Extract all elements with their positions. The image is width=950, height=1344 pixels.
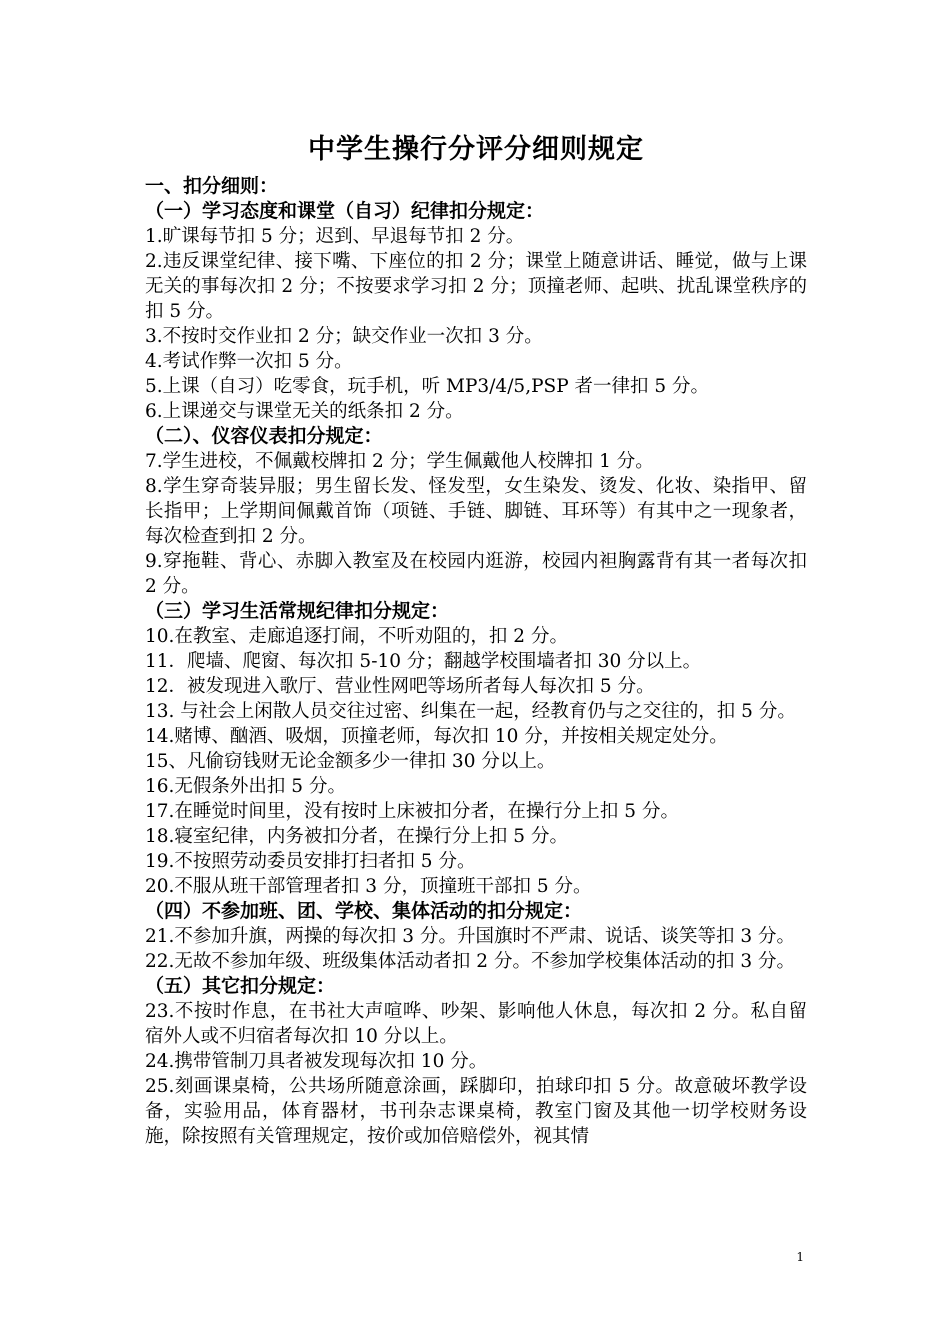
subsection-heading: （五）其它扣分规定：: [145, 975, 336, 997]
rule-item: 15、凡偷窃钱财无论金额多少一律扣 30 分以上。: [145, 751, 556, 772]
subsection-heading: （一）学习态度和课堂（自习）纪律扣分规定：: [145, 200, 545, 222]
rule-item: 22.无故不参加年级、班级集体活动者扣 2 分。不参加学校集体活动的扣 3 分。: [145, 951, 795, 972]
rule-item: 1.旷课每节扣 5 分；迟到、早退每节扣 2 分。: [145, 226, 525, 247]
subsection-heading: （三）学习生活常规纪律扣分规定：: [145, 600, 450, 622]
rule-item: 24.携带管制刀具者被发现每次扣 10 分。: [145, 1051, 488, 1072]
rule-item: 16.无假条外出扣 5 分。: [145, 776, 346, 797]
rule-item: 17.在睡觉时间里，没有按时上床被扣分者，在操行分上扣 5 分。: [145, 801, 679, 822]
rule-item: 25.刻画课桌椅，公共场所随意涂画，踩脚印，拍球印扣 5 分。故意破坏教学设备，实验用品，体育器材，书刊杂志课桌椅，教室门窗及其他一切学校财务设施，除按照有关管理规定，按价或加倍赔偿外，视其情: [145, 1076, 807, 1147]
rule-item: 23.不按时作息，在书社大声喧哗、吵架、影响他人休息，每次扣 2 分。私自留宿外人或不归宿者每次扣 10 分以上。: [145, 1001, 807, 1047]
rule-item: 14.赌博、酗酒、吸烟，顶撞老师，每次扣 10 分，并按相关规定处分。: [145, 726, 728, 747]
rule-item: 8.学生穿奇装异服；男生留长发、怪发型，女生染发、烫发、化妆、染指甲、留长指甲；上学期间佩戴首饰（项链、手链、脚链、耳环等）有其中之一现象者，每次检查到扣 2 分。: [145, 476, 807, 547]
rule-item: 7.学生进校，不佩戴校牌扣 2 分；学生佩戴他人校牌扣 1 分。: [145, 451, 654, 472]
page-number: 1: [796, 1250, 804, 1264]
rule-item: 11．爬墙、爬窗、每次扣 5-10 分；翻越学校围墙者扣 30 分以上。: [145, 651, 702, 672]
rule-item: 21.不参加升旗，两操的每次扣 3 分。升国旗时不严肃、说话、谈笑等扣 3 分。: [145, 926, 795, 947]
rule-item: 12．被发现进入歌厅、营业性网吧等场所者每人每次扣 5 分。: [145, 676, 655, 697]
rule-item: 2.违反课堂纪律、接下嘴、下座位的扣 2 分；课堂上随意讲话、睡觉，做与上课无关的事每次扣 2 分；不按要求学习扣 2 分；顶撞老师、起哄、扰乱课堂秩序的扣 5 分。: [145, 251, 807, 322]
rule-item: 19.不按照劳动委员安排打扫者扣 5 分。: [145, 851, 476, 872]
subsection-heading: （二）、仪容仪表扣分规定：: [145, 425, 383, 447]
rule-item: 10.在教室、走廊追逐打闹，不听劝阻的，扣 2 分。: [145, 626, 568, 647]
rule-item: 4.考试作弊一次扣 5 分。: [145, 351, 353, 372]
document-page: [145, 130, 807, 1149]
rule-item: 5.上课（自习）吃零食，玩手机，听 MP3/4/5,PSP 者一律扣 5 分。: [145, 376, 710, 397]
rule-item: 3.不按时交作业扣 2 分；缺交作业一次扣 3 分。: [145, 326, 543, 347]
rule-item: 20.不服从班干部管理者扣 3 分，顶撞班干部扣 5 分。: [145, 876, 592, 897]
rule-item: 6.上课递交与课堂无关的纸条扣 2 分。: [145, 401, 464, 422]
rule-item: 9.穿拖鞋、背心、赤脚入教室及在校园内逛游，校园内袒胸露背有其一者每次扣 2 分。: [145, 551, 807, 597]
rule-item: 13. 与社会上闲散人员交往过密、纠集在一起，经教育仍与之交往的，扣 5 分。: [145, 701, 796, 722]
rule-item: 18.寝室纪律，内务被扣分者，在操行分上扣 5 分。: [145, 826, 568, 847]
document-body: [145, 174, 807, 1149]
subsection-heading: （四）不参加班、团、学校、集体活动的扣分规定：: [145, 900, 583, 922]
document-title: 中学生操行分评分细则规定: [308, 134, 644, 165]
section-heading: 一、扣分细则：: [145, 175, 279, 197]
